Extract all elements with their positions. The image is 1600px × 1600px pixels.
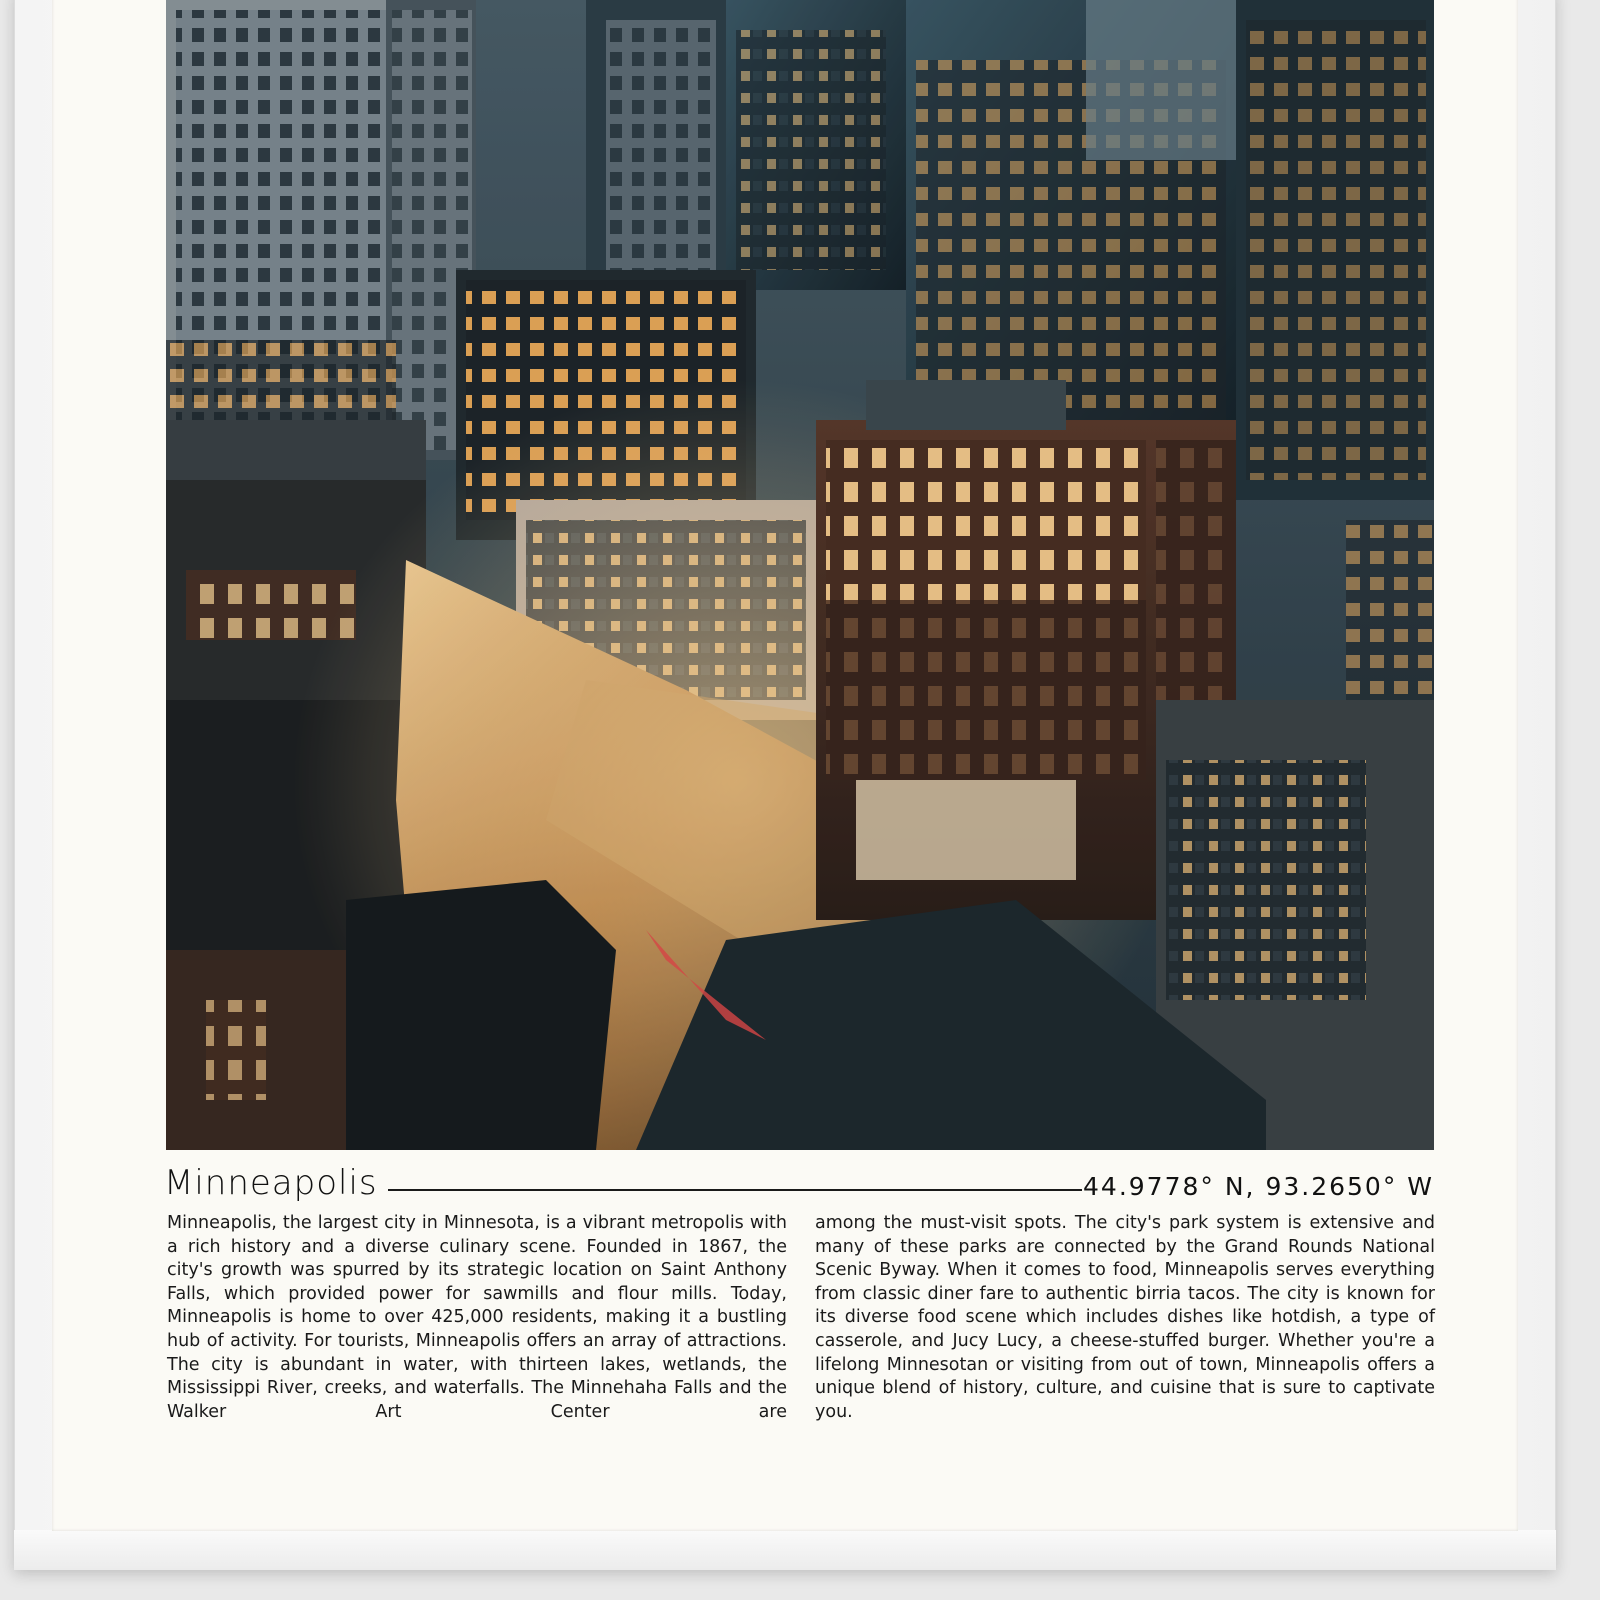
- city-coordinates: 44.9778° N, 93.2650° W: [1083, 1172, 1434, 1201]
- city-painting-image: [166, 0, 1434, 1150]
- description-column-right: among the must-visit spots. The city's park system is extensive and many of these parks are connected by the Grand Rounds National Scenic Byway. When it comes to food, Minneapolis serves everything from classic diner fare to authentic birria tacos. The city is known for its diverse food scene which includes dishes like hotdish, a type of casserole, and Jucy Lucy, a cheese-stuffed burger. Whether you're a lifelong Minnesotan or visiting from out of town, Minneapolis offers a unique blend of history, culture, and cuisine that is sure to captivate you.: [815, 1213, 1435, 1422]
- description-column-left: Minneapolis, the largest city in Minnesota, is a vibrant metropolis with a rich history and a diverse culinary scene. Founded in 1867, the city's growth was spurred by its strategic location on Saint Anthony Falls, which provided power for sawmills and flour mills. Today, Minneapolis is home to over 425,000 residents, making it a bustling hub of activity. For tourists, Minneapolis offers an array of attractions. The city is abundant in water, with thirteen lakes, wetlands, the Mississippi River, creeks, and waterfalls. The Minnehaha Falls and the Walker Art Center are: [167, 1213, 787, 1422]
- poster-frame-bottom: [14, 1530, 1556, 1570]
- city-title: Minneapolis: [164, 1163, 378, 1203]
- title-divider-line: [388, 1189, 1082, 1191]
